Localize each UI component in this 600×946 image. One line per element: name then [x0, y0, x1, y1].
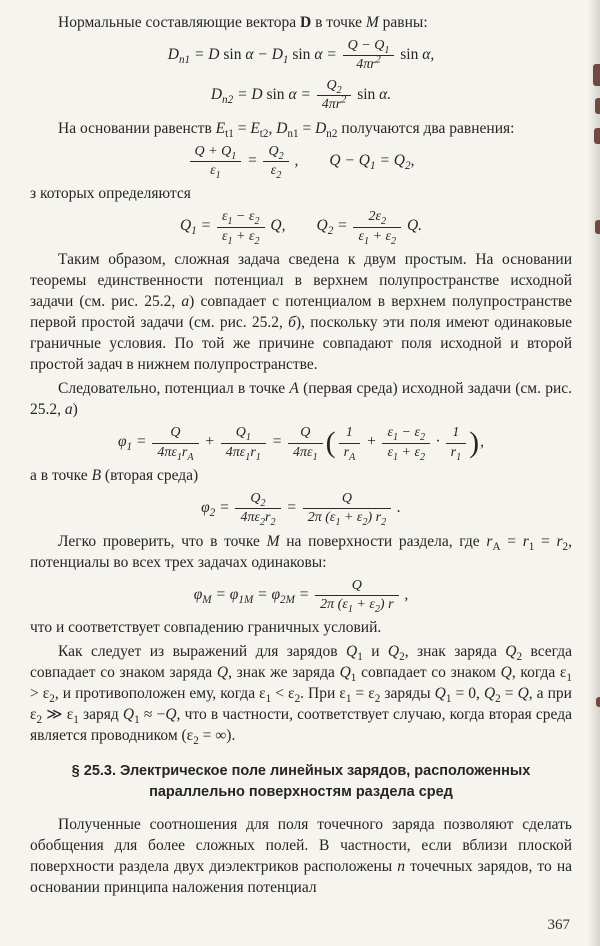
formula-text: +: [200, 433, 219, 451]
formula-text: Q, $Q_2$ =: [266, 217, 352, 238]
formula-phi2: [30, 490, 572, 529]
fraction: $\frac{1}{r_A}$: [339, 425, 361, 460]
formula-text: , $Q - Q_1 = Q_2$,: [290, 151, 415, 172]
paragraph-two-equations: На основании равенств $E_{t1} = E_{t2}$, $D_{n1} = D_{n2}$ получаются два равнения:: [58, 119, 515, 140]
scan-edge-artifact: [593, 64, 600, 86]
paragraph-uniqueness-theorem: Таким образом, сложная задача сведена к двум простым. На основании теоремы единственности потенциал в верхнем полупространстве исходной задачи (см. рис. 25.2, а) совпадает с потенциалом в верхнем полупространстве первой простой задачи (см. рис. 25.2, б), поскольку эти поля имеют одинаковые граничные условия. По той же причине совпадают поля исходной и второй простой задач в нижнем полупространстве.: [30, 251, 572, 374]
formula-text: $D_{n1} = D$ $\sin \alpha - D_1$ sin α =: [167, 45, 341, 67]
formula-text: $\varphi_2$ =: [201, 498, 234, 519]
scan-edge-artifact: [595, 220, 600, 234]
formula-text: $\varphi_1$ =: [117, 433, 151, 454]
formula-text: =: [243, 151, 262, 169]
paragraph-normal-components: Нормальные составляющие вектора D в точке M равны:: [58, 14, 428, 31]
scan-edge-artifact: [595, 98, 600, 114]
formula-text: =: [282, 498, 301, 516]
fraction: $\frac{1}{r_1}$: [446, 425, 467, 460]
fraction: $\frac{Q_2}{4\pi r^2}$: [317, 78, 352, 113]
fraction: $\frac{2\varepsilon_2}{\varepsilon_1 + \varepsilon_2}$: [353, 209, 401, 244]
formula-text: +: [362, 433, 381, 451]
formula-text: $Q_1$ =: [179, 217, 215, 238]
formula-text: ,: [480, 433, 485, 451]
paragraph-charge-signs: Как следует из выражений для зарядов $Q_1$ и $Q_2$, знак заряда $Q_2$ всегда совпадает со знаком заряда Q, знак же заряда $Q_1$ совпадает со знаком Q, когда $\varepsilon_1 > \varepsilon_2$, и противоположен ему, когда $\varepsilon_1 < \varepsilon_2$. При $\varepsilon_1 = \varepsilon_2$ заряды $Q_1 = 0$, $Q_2 = Q$, а при $\varepsilon_2$ ≫ $\varepsilon_1$ заряд $Q_1 \approx -Q$, что в частности, соответствует случаю, когда вторая среда является проводником ($\varepsilon_2$ = ∞).: [30, 643, 572, 748]
formula-text: $D_{n2} = D$ sin α =: [210, 85, 315, 106]
formula-text: ·: [432, 433, 444, 451]
fraction: $\frac{Q}{4\pi\varepsilon_1}$: [288, 425, 323, 460]
formula-phi-m: [30, 578, 572, 613]
fraction: $\frac{Q + Q_1}{\varepsilon_1}$: [190, 144, 242, 179]
formula-charges-q1-q2: [30, 209, 572, 247]
formula-text: sin α.: [357, 85, 392, 103]
fraction: $\frac{Q - Q_1}{4\pi r^2}$: [343, 38, 395, 73]
fraction: $\frac{\varepsilon_1 - \varepsilon_2}{\varepsilon_1 + \varepsilon_2}$: [217, 209, 265, 244]
fraction: $\frac{Q}{2\pi (\varepsilon_1 + \varepsilon_2) r_2}$: [303, 491, 391, 526]
formula-text: Q.: [403, 217, 423, 235]
formula-text: =: [267, 433, 287, 451]
formula-text: .: [393, 498, 401, 516]
section-heading: § 25.3. Электрическое поле линейных зарядов, расположенных параллельно поверхностям раздела сред: [71, 763, 531, 801]
formula-boundary-conditions: [30, 144, 572, 179]
fraction: $\frac{\varepsilon_1 - \varepsilon_2}{\varepsilon_1 + \varepsilon_2}$: [382, 425, 430, 460]
formula-dn1: [30, 38, 572, 73]
paragraph-from-which: з которых определяются: [30, 185, 191, 203]
formula-phi1: [30, 425, 572, 463]
fraction: $\frac{Q}{4\pi\varepsilon_1r_A}$: [152, 425, 198, 460]
scan-edge-artifact: [596, 697, 600, 707]
paragraph-generalization: Полученные соотношения для поля точечного заряда позволяют сделать обобщения для более сложных полей. В частности, если вблизи плоской поверхности раздела двух диэлектриков расположены n точечных зарядов, то на основании принципа наложения потенциал: [30, 816, 572, 897]
paragraph-boundary-match: что и соответствует совпадению граничных условий.: [30, 619, 382, 637]
fraction: $\frac{Q_1}{4\pi\varepsilon_1r_1}$: [221, 425, 266, 460]
paragraph-check-point-m: Легко проверить, что в точке M на поверхности раздела, где $r_A = r_1 = r_2$, потенциалы во всех трех задачах одинаковы:: [30, 532, 572, 571]
formula-dn2: [30, 78, 572, 113]
paragraph-point-b: а в точке B (вторая среда): [30, 466, 199, 484]
fraction: $\frac{Q_2}{4\pi\varepsilon_2r_2}$: [235, 491, 280, 526]
fraction: $\frac{Q}{2\pi (\varepsilon_1 + \varepsilon_2) r}$: [315, 578, 398, 613]
formula-text: ,: [400, 585, 409, 603]
big-paren: ): [469, 425, 480, 459]
big-paren: (: [325, 425, 336, 459]
page-number: 367: [547, 917, 570, 933]
formula-text: sin α,: [400, 45, 435, 63]
fraction: $\frac{Q_2}{\varepsilon_2}$: [263, 144, 288, 179]
formula-text: $\varphi_M = \varphi_{1M} = \varphi_{2M}$ =: [193, 585, 314, 606]
paragraph-potential-point-a: Следовательно, потенциал в точке A (первая среда) исходной задачи (см. рис. 25.2, а): [30, 380, 572, 419]
scan-edge-artifact: [594, 128, 600, 144]
